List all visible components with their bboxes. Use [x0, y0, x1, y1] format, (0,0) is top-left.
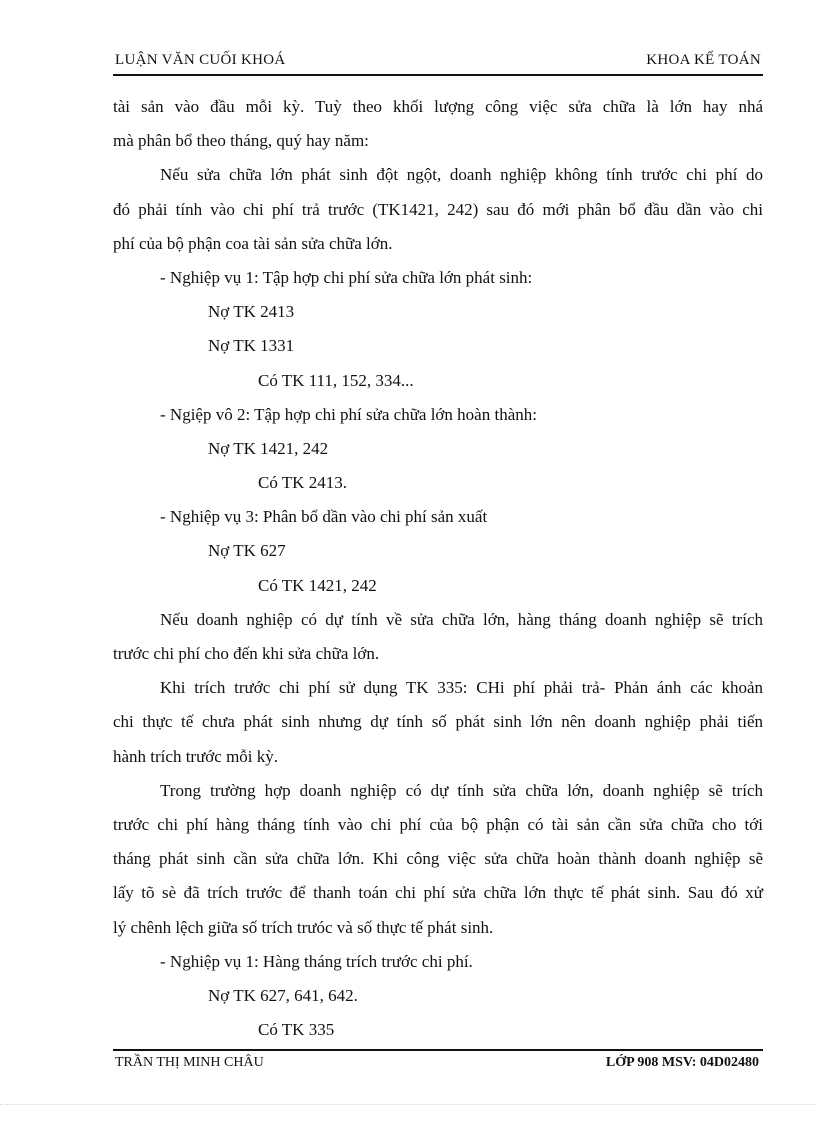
journal-entry: Nợ TK 1421, 242 — [208, 438, 329, 458]
body-line: Nếu sửa chữa lớn phát sinh đột ngột, doanh nghiệp không tính trước chi phí do — [160, 165, 763, 185]
body-line: trước chi phí hàng tháng tính vào chi phí của bộ phận có tài sản cần sửa chữa cho tới — [113, 814, 763, 834]
footer-divider — [113, 1049, 763, 1051]
body-line: hành trích trước mỗi kỳ. — [113, 746, 279, 766]
body-line: Khi trích trước chi phí sử dụng TK 335: CHi phí phải trả- Phản ánh các khoản — [160, 678, 763, 698]
journal-entry: Nợ TK 2413 — [208, 302, 295, 322]
header-thesis-title: LUẬN VĂN CUỐI KHOÁ — [115, 52, 286, 68]
list-item: - Nghiệp vụ 3: Phân bổ dần vào chi phí sản xuất — [160, 507, 488, 527]
footer-class-id: LỚP 908 MSV: 04D02480 — [605, 1055, 759, 1070]
document-body — [113, 90, 763, 1047]
journal-entry: Nợ TK 627, 641, 642. — [208, 985, 358, 1005]
body-line: Nếu doanh nghiệp có dự tính về sửa chữa lớn, hàng tháng doanh nghiệp sẽ trích — [160, 609, 763, 629]
header-divider — [113, 74, 763, 76]
journal-entry: Có TK 1421, 242 — [258, 575, 377, 595]
list-item: - Nghiệp vụ 1: Tập hợp chi phí sửa chữa lớn phát sinh: — [160, 267, 533, 287]
list-item: - Nghiệp vụ 1: Hàng tháng trích trước chi phí. — [160, 951, 473, 971]
list-item: - Ngiệp vô 2: Tập hợp chi phí sửa chữa lớn hoàn thành: — [160, 404, 537, 424]
body-line: chi thực tế chưa phát sinh nhưng dự tính số phát sinh lớn nên doanh nghiệp phải tiến — [113, 712, 763, 732]
journal-entry: Có TK 335 — [258, 1020, 335, 1040]
page-footer — [113, 1055, 763, 1077]
body-line: Trong trường hợp doanh nghiệp có dự tính sửa chữa lớn, doanh nghiệp sẽ trích — [160, 780, 763, 800]
body-line: tháng phát sinh cần sửa chữa lớn. Khi công việc sửa chữa hoàn thành doanh nghiệp sẽ — [113, 849, 763, 869]
page-edge-dotted-line — [0, 1104, 816, 1105]
body-line: trước chi phí cho đến khi sửa chữa lớn. — [113, 644, 380, 663]
header-faculty: KHOA KẾ TOÁN — [646, 52, 761, 68]
body-line: đó phải tính vào chi phí trả trước (TK1421, 242) sau đó mới phân bổ đầu dần vào chi — [113, 199, 763, 219]
journal-entry: Nợ TK 627 — [208, 541, 286, 561]
body-line: lý chênh lệch giữa số trích trưóc và số thực tế phát sinh. — [113, 917, 494, 937]
body-line: phí của bộ phận coa tài sản sửa chữa lớn. — [113, 233, 393, 253]
body-line: tài sản vào đầu mỗi kỳ. Tuỳ theo khối lượng công việc sửa chữa là lớn hay nhá — [113, 97, 763, 116]
journal-entry: Có TK 111, 152, 334... — [258, 370, 414, 390]
page-header — [113, 50, 763, 74]
journal-entry: Có TK 2413. — [258, 473, 347, 493]
body-line: mà phân bổ theo tháng, quý hay năm: — [113, 131, 369, 151]
footer-author: TRẦN THỊ MINH CHÂU — [115, 1055, 264, 1070]
journal-entry: Nợ TK 1331 — [208, 336, 295, 356]
body-line: lấy tõ sè đã trích trước để thanh toán chi phí sửa chữa lớn thực tế phát sinh. Sau đó xử — [113, 883, 763, 903]
